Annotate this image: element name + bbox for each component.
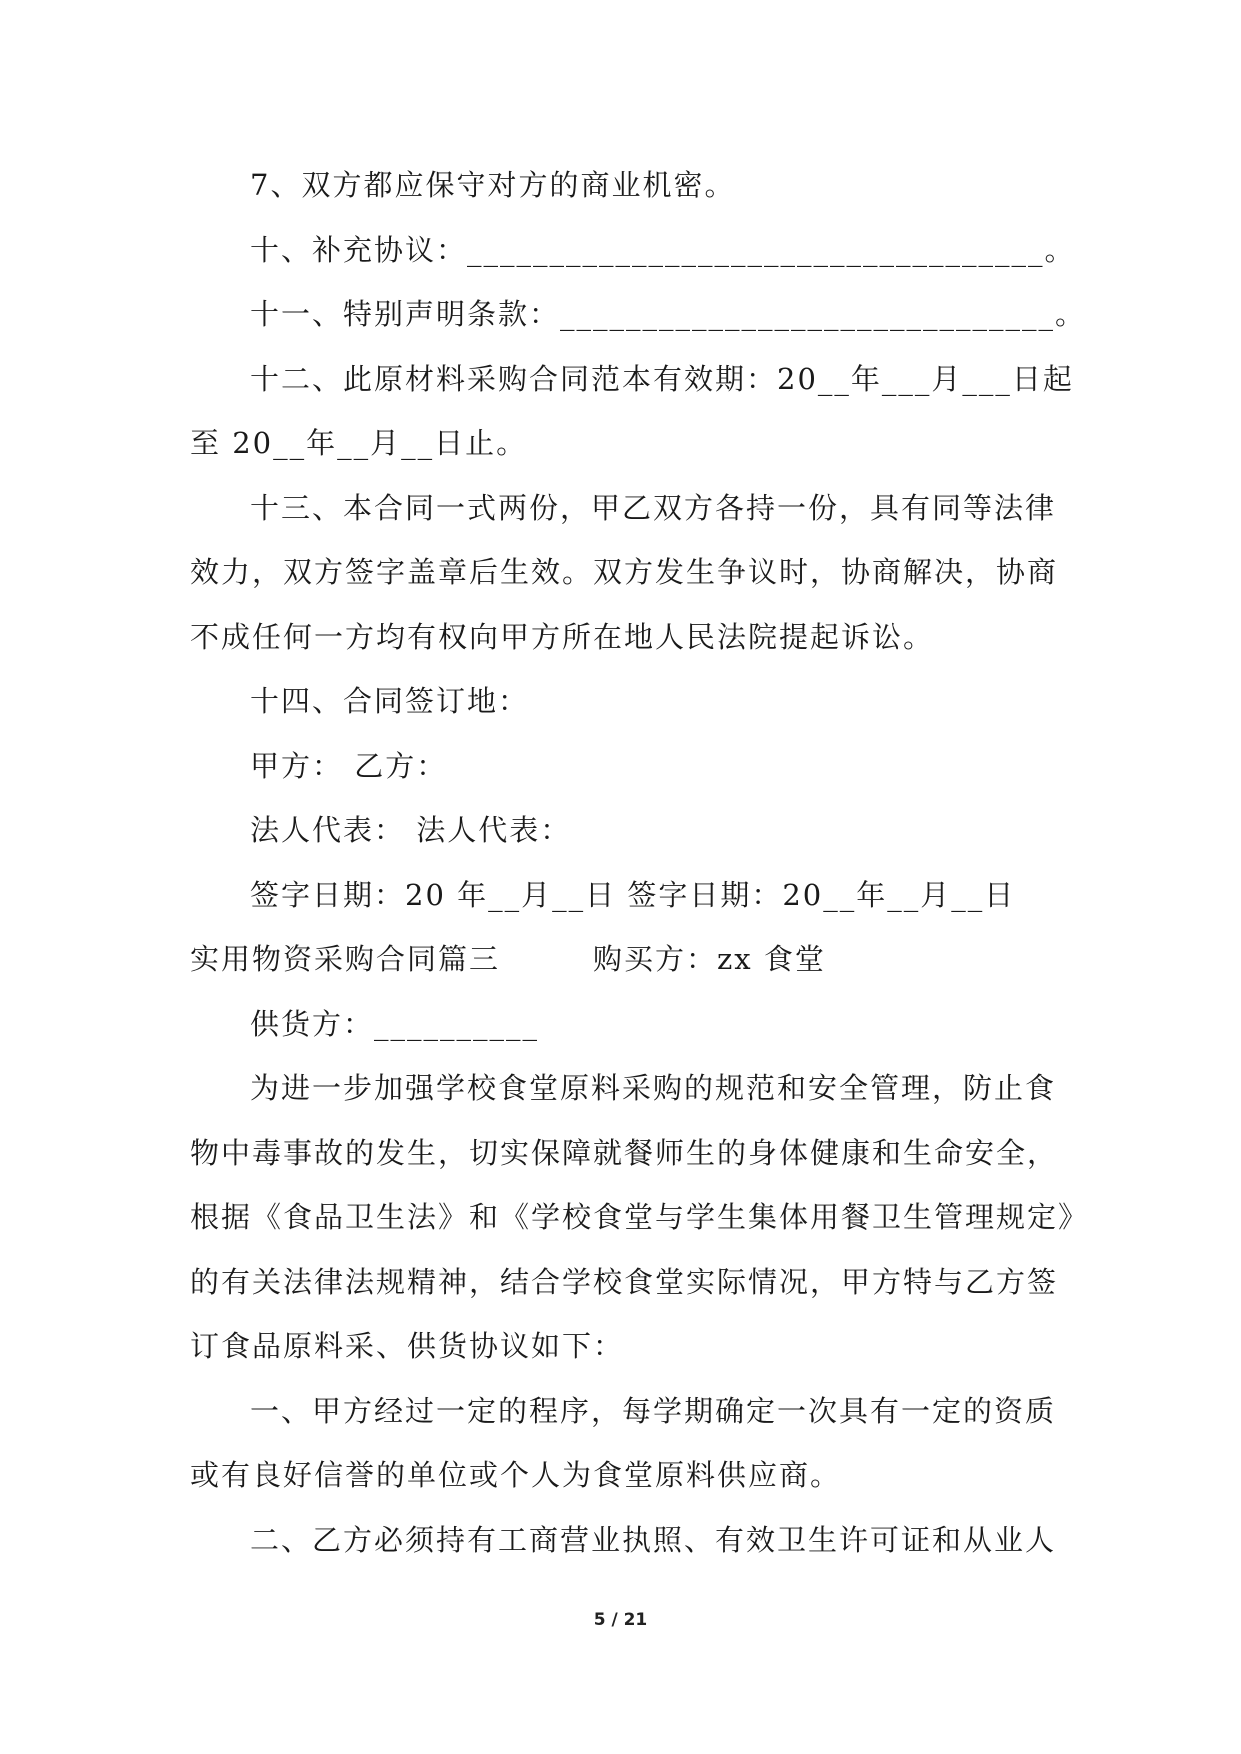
text-line: 十、补充协议：___________________________________。	[250, 232, 1076, 267]
page-number: 5 / 21	[593, 1610, 648, 1630]
text-line: 十三、本合同一式两份，甲乙双方各持一份，具有同等法律	[250, 490, 1057, 525]
text-line: 至 20__年__月__日止。	[190, 426, 528, 460]
section-heading: 实用物资采购合同篇三 购买方：zx 食堂	[190, 942, 826, 976]
text-line: 十四、合同签订地：	[250, 684, 530, 718]
text-line: 甲方： 乙方：	[250, 748, 448, 783]
text-line: 签字日期：20 年__月__日 签字日期：20__年__月__日	[250, 877, 1016, 912]
text-line: 7、双方都应保守对方的商业机密。	[250, 168, 736, 202]
text-line: 二、乙方必须持有工商营业执照、有效卫生许可证和从业人	[250, 1522, 1057, 1557]
text-line: 订食品原料采、供货协议如下：	[190, 1329, 625, 1363]
text-line: 效力，双方签字盖章后生效。双方发生争议时，协商解决，协商	[190, 555, 1059, 589]
text-line: 的有关法律法规精神，结合学校食堂实际情况，甲方特与乙方签	[190, 1264, 1059, 1299]
document-body	[190, 153, 1090, 1572]
text-line: 根据《食品卫生法》和《学校食堂与学生集体用餐卫生管理规定》	[190, 1200, 1090, 1234]
text-line: 不成任何一方均有权向甲方所在地人民法院提起诉讼。	[190, 619, 935, 654]
text-line: 十一、特别声明条款：______________________________。	[250, 297, 1087, 331]
text-line: 为进一步加强学校食堂原料采购的规范和安全管理，防止食	[250, 1071, 1057, 1105]
text-line: 或有良好信誉的单位或个人为食堂原料供应商。	[190, 1458, 842, 1492]
text-line: 法人代表： 法人代表：	[250, 813, 572, 847]
text-line: 十二、此原材料采购合同范本有效期：20__年___月___日起	[250, 361, 1074, 396]
text-line: 一、甲方经过一定的程序，每学期确定一次具有一定的资质	[250, 1393, 1057, 1428]
text-line: 物中毒事故的发生，切实保障就餐师生的身体健康和生命安全，	[190, 1135, 1059, 1170]
text-line: 供货方：__________	[250, 1006, 540, 1041]
